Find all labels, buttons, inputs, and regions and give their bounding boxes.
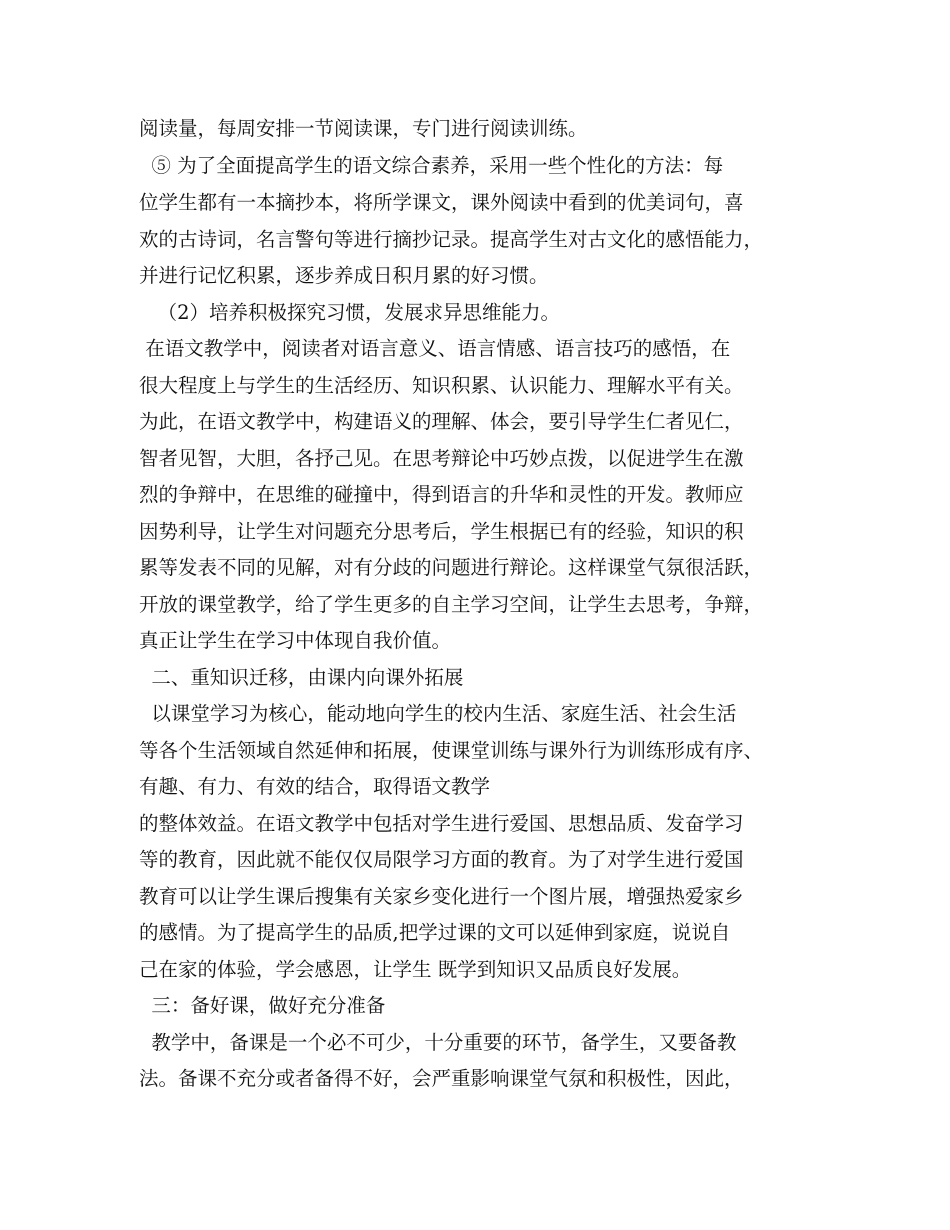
text-line: 并进行记忆积累，逐步养成日积月累的好习惯。 <box>139 264 549 287</box>
text-line: 欢的古诗词，名言警句等进行摘抄记录。提高学生对古文化的感悟能力， <box>139 228 764 251</box>
text-line: 法。备课不充分或者备得不好，会严重影响课堂气氛和积极性，因此， <box>139 1067 744 1090</box>
text-line: 阅读量，每周安排一节阅读课，专门进行阅读训练。 <box>139 117 588 140</box>
text-line: 以课堂学习为核心，能动地向学生的校内生活、家庭生活、社会生活 <box>139 702 737 725</box>
text-line: 的整体效益。在语文教学中包括对学生进行爱国、思想品质、发奋学习 <box>139 812 744 835</box>
section-heading: （2）培养积极探究习惯，发展求异思维能力。 <box>139 301 561 324</box>
text-line: 为此，在语文教学中，构建语义的理解、体会，要引导学生仁者见仁， <box>139 410 744 433</box>
text-line: 有趣、有力、有效的结合，取得语文教学 <box>139 775 491 798</box>
section-heading: 三：备好课，做好充分准备 <box>139 994 386 1017</box>
text-line: 开放的课堂教学，给了学生更多的自主学习空间，让学生去思考，争辩， <box>139 593 764 616</box>
text-line: 智者见智，大胆，各抒己见。在思考辩论中巧妙点拨，以促进学生在激 <box>139 447 744 470</box>
text-line: 教学中，备课是一个必不可少，十分重要的环节，备学生，又要备教 <box>139 1031 737 1054</box>
text-line: 己在家的体验，学会感恩，让学生 既学到知识又品质良好发展。 <box>139 958 692 981</box>
text-line: 在语文教学中，阅读者对语言意义、语言情感、语言技巧的感悟，在 <box>139 337 731 360</box>
text-line: ⑤ 为了全面提高学生的语文综合素养，采用一些个性化的方法：每 <box>139 154 724 177</box>
text-line: 累等发表不同的见解，对有分歧的问题进行辩论。这样课堂气氛很活跃， <box>139 556 764 579</box>
section-heading: 二、重知识迁移，由课内向课外拓展 <box>139 666 464 689</box>
text-line: 位学生都有一本摘抄本，将所学课文，课外阅读中看到的优美词句，喜 <box>139 191 744 214</box>
text-line: 烈的争辩中，在思维的碰撞中，得到语言的升华和灵性的开发。教师应 <box>139 483 744 506</box>
text-line: 等的教育，因此就不能仅仅局限学习方面的教育。为了对学生进行爱国 <box>139 848 744 871</box>
text-line: 教育可以让学生课后搜集有关家乡变化进行一个图片展，增强热爱家乡 <box>139 885 744 908</box>
text-line: 真正让学生在学习中体现自我价值。 <box>139 629 452 652</box>
text-line: 因势利导，让学生对问题充分思考后，学生根据已有的经验，知识的积 <box>139 520 744 543</box>
text-line: 的感情。为了提高学生的品质,把学过课的文可以延伸到家庭，说说自 <box>139 921 731 944</box>
text-line: 等各个生活领域自然延伸和拓展，使课堂训练与课外行为训练形成有序、 <box>139 739 764 762</box>
text-line: 很大程度上与学生的生活经历、知识积累、认识能力、理解水平有关。 <box>139 374 744 397</box>
